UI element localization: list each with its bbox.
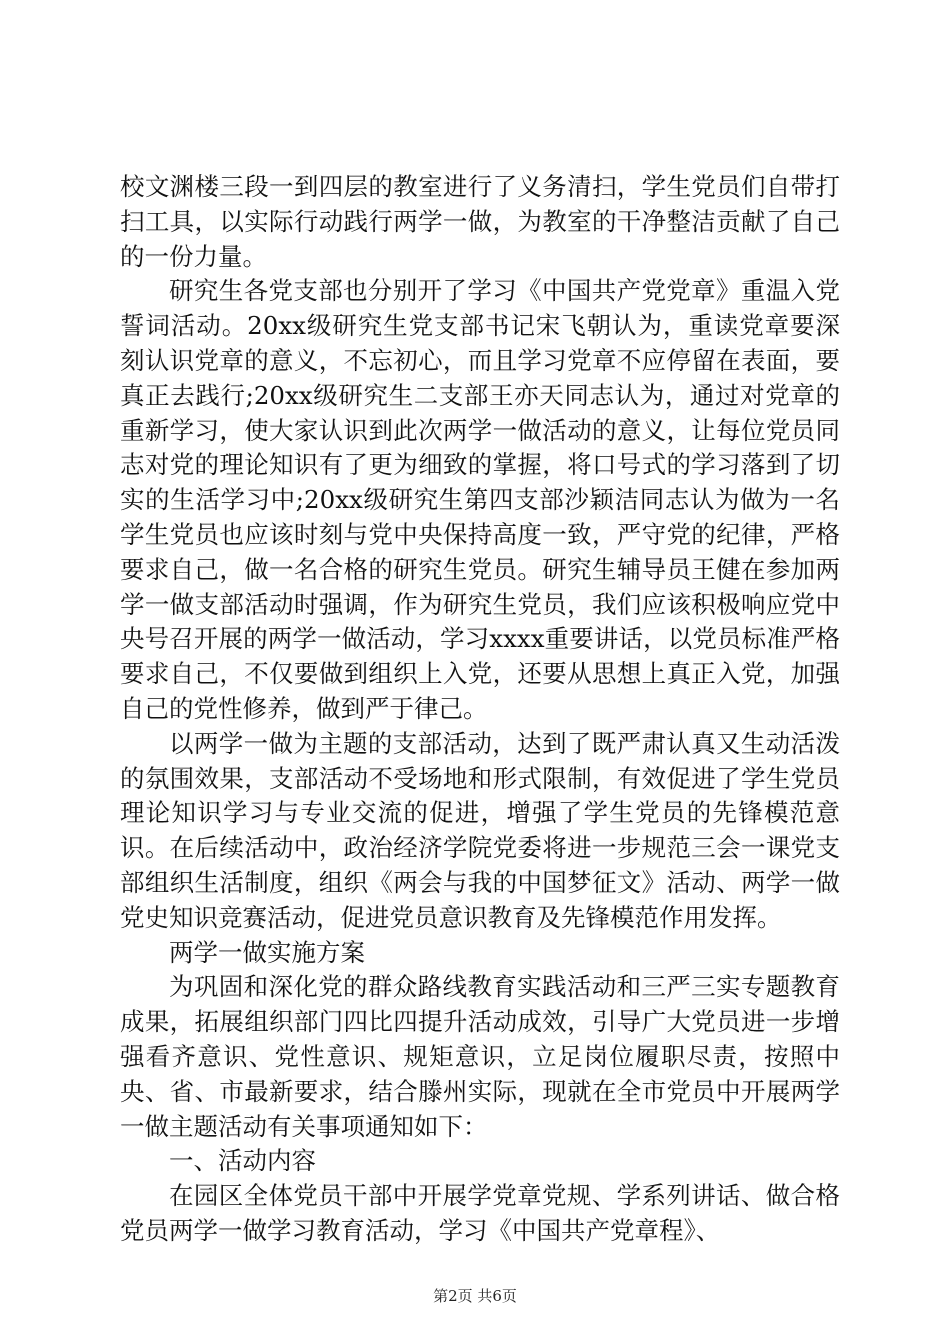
paragraph-activity-content: 在园区全体党员干部中开展学党章党规、学系列讲话、做合格党员两学一做学习教育活动，学习《中国共产党章程》、 — [120, 1181, 840, 1245]
paragraph-continuation: 校文渊楼三段一到四层的教室进行了义务清扫，学生党员们自带打扫工具，以实际行动践行两学一做，为教室的干净整洁贡献了自己的一份力量。 — [120, 172, 840, 271]
section-title: 两学一做实施方案 — [169, 937, 365, 967]
document-body — [120, 170, 840, 1249]
section-heading-activity-content: 一、活动内容 — [169, 1146, 316, 1176]
page-number: 第2页 共6页 — [433, 1287, 517, 1305]
page-footer — [0, 1286, 950, 1306]
paragraph-graduate-branches: 研究生各党支部也分别开了学习《中国共产党党章》重温入党誓词活动。20xx级研究生党支部书记宋飞朝认为，重读党章要深刻认识党章的意义，不忘初心，而且学习党章不应停留在表面，要真正去践行;20xx级研究生二支部王亦天同志认为，通过对党章的重新学习，使大家认识到此次两学一做活动的意义，让每位党员同志对党的理论知识有了更为细致的掌握，将口号式的学习落到了切实的生活学习中;20xx级研究生第四支部沙颖洁同志认为做为一名学生党员也应该时刻与党中央保持高度一致，严守党的纪律，严格要求自己，做一名合格的研究生党员。研究生辅导员王健在参加两学一做支部活动时强调，作为研究生党员，我们应该积极响应党中央号召开展的两学一做活动，学习xxxx重要讲话，以党员标准严格要求自己，不仅要做到组织上入党，还要从思想上真正入党，加强自己的党性修养，做到严于律己。 — [120, 276, 840, 723]
paragraph-implementation-intro: 为巩固和深化党的群众路线教育实践活动和三严三实专题教育成果，拓展组织部门四比四提升活动成效，引导广大党员进一步增强看齐意识、党性意识、规矩意识，立足岗位履职尽责，按照中央、省、市最新要求，结合滕州实际，现就在全市党员中开展两学一做主题活动有关事项通知如下： — [120, 972, 840, 1141]
paragraph-branch-activity-summary: 以两学一做为主题的支部活动，达到了既严肃认真又生动活泼的氛围效果，支部活动不受场地和形式限制，有效促进了学生党员理论知识学习与专业交流的促进，增强了学生党员的先锋模范意识。在后续活动中，政治经济学院党委将进一步规范三会一课党支部组织生活制度，组织《两会与我的中国梦征文》活动、两学一做党史知识竞赛活动，促进党员意识教育及先锋模范作用发挥。 — [120, 728, 840, 932]
